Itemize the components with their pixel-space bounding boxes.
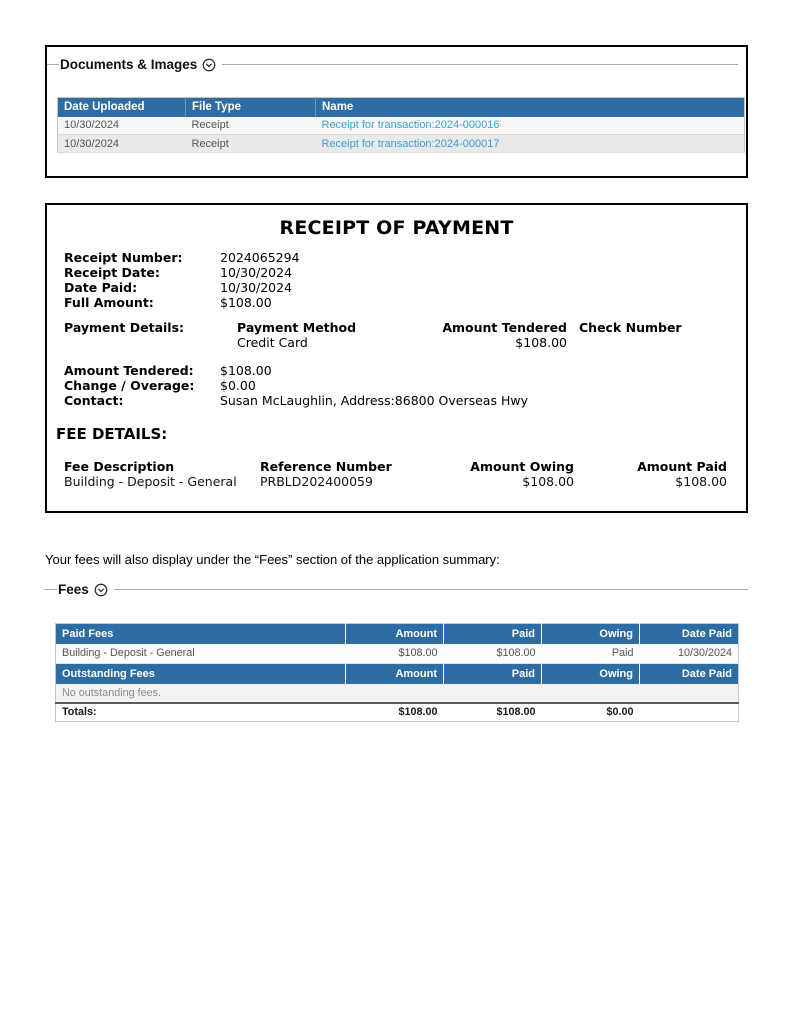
paid-cell: $108.00 xyxy=(444,644,542,664)
payment-method-header: Payment Method xyxy=(237,320,357,335)
amount-cell: $108.00 xyxy=(346,644,444,664)
payment-summary-block xyxy=(47,363,746,408)
fees-legend xyxy=(45,581,748,598)
col-date-uploaded: Date Uploaded xyxy=(58,98,186,117)
table-row xyxy=(58,135,745,153)
date-paid-value: 10/30/2024 xyxy=(220,280,293,295)
receipt-of-payment-panel xyxy=(45,203,748,513)
change-overage-label: Change / Overage: xyxy=(64,378,195,393)
fees-table xyxy=(55,623,739,722)
documents-images-panel xyxy=(45,45,748,178)
check-number-value xyxy=(567,335,579,350)
table-row xyxy=(58,117,745,135)
legend-line xyxy=(47,64,59,65)
col-file-type: File Type xyxy=(186,98,316,117)
date-paid-col-header: Date Paid xyxy=(640,624,739,644)
contact-row xyxy=(47,393,746,408)
totals-owing: $0.00 xyxy=(542,703,640,722)
fees-note-text: Your fees will also display under the “Fees” section of the application summary: xyxy=(45,552,500,567)
amount-paid-header: Amount Paid xyxy=(637,459,727,474)
fee-details-table xyxy=(47,459,746,489)
contact-value: Susan McLaughlin, Address:86800 Overseas Hwy xyxy=(220,393,528,408)
receipt-date-label: Receipt Date: xyxy=(64,265,160,280)
receipt-number-label: Receipt Number: xyxy=(64,250,183,265)
amount-paid-cell: $108.00 xyxy=(675,474,727,489)
chevron-circle-down-icon[interactable] xyxy=(202,58,216,72)
owing-col-header: Owing xyxy=(542,624,640,644)
fee-details-title: FEE DETAILS: xyxy=(56,425,168,443)
fee-description-header: Fee Description xyxy=(64,459,175,474)
fee-description-cell: Building - Deposit - General xyxy=(56,644,346,664)
receipt-number-value: 2024065294 xyxy=(220,250,300,265)
change-overage-value: $0.00 xyxy=(220,378,256,393)
paid-fees-header: Paid Fees xyxy=(56,624,346,644)
date-uploaded-cell: 10/30/2024 xyxy=(58,117,186,135)
fees-title: Fees xyxy=(58,582,89,597)
name-cell xyxy=(316,135,745,153)
amount-tendered-header: Amount Tendered xyxy=(442,320,567,335)
totals-paid: $108.00 xyxy=(444,703,542,722)
outstanding-fees-header-row xyxy=(56,664,739,684)
documents-images-legend xyxy=(47,56,738,73)
date-paid-label: Date Paid: xyxy=(64,280,138,295)
fee-details-header-row xyxy=(47,459,746,474)
amount-col-header: Amount xyxy=(346,664,444,684)
amount-tendered-row xyxy=(47,363,746,378)
amount-tendered-cell-value: $108.00 xyxy=(515,335,567,350)
legend-line xyxy=(45,589,57,590)
payment-details-label: Payment Details: xyxy=(64,320,185,335)
payment-details-value-row xyxy=(47,335,746,350)
amount-col-header: Amount xyxy=(346,624,444,644)
reference-number-header: Reference Number xyxy=(260,459,392,474)
amount-tendered-value: $108.00 xyxy=(220,363,272,378)
totals-date-paid xyxy=(640,703,739,722)
owing-col-header: Owing xyxy=(542,664,640,684)
owing-cell: Paid xyxy=(542,644,640,664)
documents-table-header-row xyxy=(58,98,745,117)
payment-details-block xyxy=(47,320,746,350)
no-outstanding-fees-text: No outstanding fees. xyxy=(56,684,739,703)
legend-line xyxy=(222,64,738,65)
paid-fees-header-row xyxy=(56,624,739,644)
receipt-date-row xyxy=(47,265,746,280)
spacer xyxy=(47,335,237,350)
amount-owing-cell: $108.00 xyxy=(522,474,574,489)
receipt-link-000016[interactable]: Receipt for transaction:2024-000016 xyxy=(321,119,500,132)
file-type-cell: Receipt xyxy=(186,117,316,135)
documents-table xyxy=(57,97,745,153)
reference-number-cell: PRBLD202400059 xyxy=(260,474,373,489)
fee-details-data-row xyxy=(47,474,746,489)
date-paid-row xyxy=(47,280,746,295)
date-paid-col-header: Date Paid xyxy=(640,664,739,684)
name-cell xyxy=(316,117,745,135)
date-uploaded-cell: 10/30/2024 xyxy=(58,135,186,153)
col-name: Name xyxy=(316,98,745,117)
fee-description-cell: Building - Deposit - General xyxy=(64,474,237,489)
documents-images-title: Documents & Images xyxy=(60,57,198,72)
check-number-header: Check Number xyxy=(579,320,682,335)
change-overage-row xyxy=(47,378,746,393)
payment-method-value: Credit Card xyxy=(237,335,308,350)
contact-label: Contact: xyxy=(64,393,124,408)
full-amount-value: $108.00 xyxy=(220,295,272,310)
full-amount-row xyxy=(47,295,746,310)
outstanding-fees-header: Outstanding Fees xyxy=(56,664,346,684)
receipt-date-value: 10/30/2024 xyxy=(220,265,293,280)
amount-tendered-label: Amount Tendered: xyxy=(64,363,194,378)
receipt-number-row xyxy=(47,250,746,265)
paid-fee-row xyxy=(56,644,739,664)
totals-row xyxy=(56,703,739,722)
date-paid-cell: 10/30/2024 xyxy=(640,644,739,664)
payment-details-header-row xyxy=(47,320,746,335)
legend-line xyxy=(114,589,748,590)
full-amount-label: Full Amount: xyxy=(64,295,154,310)
receipt-title: RECEIPT OF PAYMENT xyxy=(279,217,514,239)
receipt-info-block xyxy=(47,250,746,310)
receipt-link-000017[interactable]: Receipt for transaction:2024-000017 xyxy=(321,137,500,150)
amount-owing-header: Amount Owing xyxy=(470,459,574,474)
file-type-cell: Receipt xyxy=(186,135,316,153)
fees-panel xyxy=(45,581,748,722)
totals-label: Totals: xyxy=(56,703,346,722)
paid-col-header: Paid xyxy=(444,664,542,684)
totals-amount: $108.00 xyxy=(346,703,444,722)
chevron-circle-down-icon[interactable] xyxy=(94,583,108,597)
paid-col-header: Paid xyxy=(444,624,542,644)
no-outstanding-fees-row xyxy=(56,684,739,703)
